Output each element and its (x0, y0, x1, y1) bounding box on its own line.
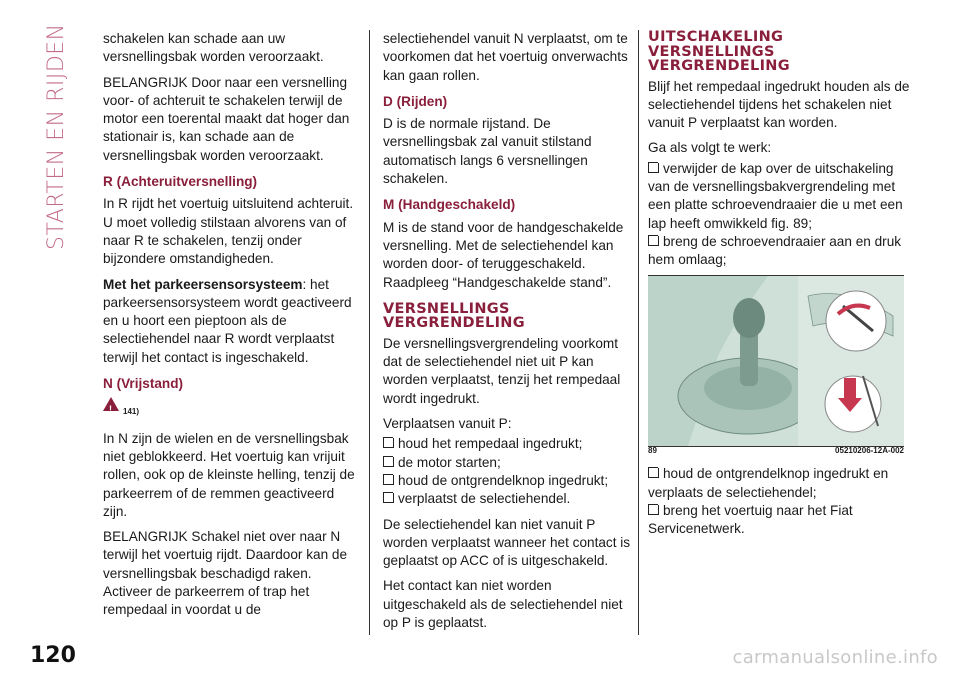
heading-line: VERSNELLINGS (383, 300, 510, 317)
paragraph: Verplaatsen vanuit P: (383, 416, 512, 432)
list-item (648, 465, 910, 502)
list-item-text: de motor starten; (398, 454, 501, 470)
figure-number: 89 (648, 446, 657, 456)
paragraph: selectiehendel vanuit N verplaatst, om te voorkomen dat het voertuig onverwachts kan gaan rollen. (383, 31, 628, 83)
figure-89 (648, 275, 904, 456)
section-title: STARTEN EN RIJDEN (44, 23, 69, 250)
gear-selector-illustration (648, 276, 904, 446)
subheading-d: D (Rijden) (383, 93, 448, 109)
paragraph: BELANGRIJK Door naar een versnelling voor- of achteruit te schakelen terwijl de motor een toerental maakt dat hoger dan stationair is, kan schade aan de versnellingsbak worden veroorzaakt. (103, 74, 350, 163)
heading-line: VERGRENDELING (648, 58, 790, 74)
subheading-m: M (Handgeschakeld) (383, 197, 516, 213)
paragraph-text: : het parkeersensorsysteem wordt geactiveerd en u hoort een pieptoon als de selectiehendel naar R wordt verplaatst terwijl het contact is ingeschakeld. (103, 276, 352, 365)
warning-icon: ! (103, 397, 119, 411)
paragraph: Blijf het rempedaal ingedrukt houden als de selectiehendel tijdens het schakelen niet vanuit P verplaatst kan worden. (648, 78, 910, 131)
list-item-text: breng de schroevendraaier aan en druk hem omlaag; (648, 233, 902, 268)
section-heading (648, 30, 910, 74)
bullet-box-icon (648, 162, 659, 173)
paragraph: In N zijn de wielen en de versnellingsbak niet geblokkeerd. Het voertuig kan vrijuit rollen, ook op de kleinste helling, tenzij de parkeerrem of de remmen geactiveerd zijn. (103, 430, 355, 519)
paragraph: BELANGRIJK Schakel niet over naar N terwijl het voertuig rijdt. Daardoor kan de versnellingsbak beschadigd raken. Activeer de parkeerrem of trap het rempedaal in voordat u de (103, 529, 348, 618)
list-item (383, 454, 635, 472)
paragraph: De selectiehendel kan niet vanuit P worden verplaatst wanneer het contact is geplaatst op ACC of is uitgeschakeld. (383, 516, 631, 569)
list-item-text: houd het rempedaal ingedrukt; (398, 436, 583, 452)
list-item (648, 233, 910, 270)
paragraph: Het contact kan niet worden uitgeschakeld als de selectiehendel niet op P is geplaatst. (383, 578, 623, 631)
list-item (648, 502, 910, 539)
list-item-text: verwijder de kap over de uitschakeling van de versnellingsbakvergrendeling met een platte schroevendraaier die u met een lap heeft omwikkeld fig. 89; (648, 160, 903, 231)
page-number: 120 (30, 643, 76, 668)
paragraph: Ga als volgt te werk: (648, 140, 772, 156)
column-1 (103, 30, 355, 627)
paragraph: De versnellingsvergrendeling voorkomt dat de selectiehendel niet uit P kan worden verplaatst, tenzij het rempedaal wordt ingedrukt. (383, 335, 621, 406)
paragraph: M is de stand voor de handgeschakelde versnelling. Met de selectiehendel kan worden door- of teruggeschakeld. Raadpleeg “Handgeschakelde stand”. (383, 219, 624, 290)
column-divider (638, 30, 639, 635)
bold-term: Met het parkeersensorsysteem (103, 276, 303, 292)
list-item (383, 472, 635, 490)
list-item (648, 160, 910, 233)
list-item (383, 490, 635, 508)
list-item-text: breng het voertuig naar het Fiat Servicenetwerk. (648, 503, 853, 537)
subheading-r: R (Achteruitversnelling) (103, 174, 258, 190)
bullet-list (383, 435, 635, 508)
bullet-box-icon (648, 504, 659, 515)
list-item (383, 435, 635, 453)
bullet-box-icon (383, 437, 394, 448)
heading-line: VERSNELLINGS (648, 43, 775, 60)
column-3 (648, 30, 910, 539)
bullet-box-icon (383, 474, 394, 485)
bullet-box-icon (383, 492, 394, 503)
list-item-text: verplaatst de selectiehendel. (398, 491, 571, 507)
list-item-text: houd de ontgrendelknop ingedrukt; (398, 472, 609, 488)
warning-reference (103, 397, 355, 421)
column-2 (383, 30, 635, 639)
bullet-box-icon (383, 456, 394, 467)
subheading-n: N (Vrijstand) (103, 376, 184, 392)
bullet-box-icon (648, 235, 659, 246)
section-heading (383, 302, 635, 331)
paragraph: schakelen kan schade aan uw versnellingsbak worden veroorzaakt. (103, 31, 324, 65)
heading-line: VERGRENDELING (383, 315, 525, 332)
paragraph: In R rijdt het voertuig uitsluitend achteruit. U moet volledig stilstaan alvorens van of naar R te schakelen, tenzij onder bijzondere omstandigheden. (103, 196, 354, 267)
watermark: carmanualsonline.info (732, 647, 938, 668)
list-item-text: houd de ontgrendelknop ingedrukt en verplaats de selectiehendel; (648, 466, 889, 500)
figure-code: 05210206-12A-002 (835, 446, 904, 456)
heading-line: UITSCHAKELING (648, 29, 784, 45)
bullet-box-icon (648, 467, 659, 478)
column-divider (369, 30, 370, 635)
warning-ref-number: 141) (123, 407, 140, 417)
paragraph: D is de normale rijstand. De versnellingsbak zal vanuit stilstand automatisch langs 6 versnellingen schakelen. (383, 116, 592, 187)
paragraph (103, 276, 355, 367)
